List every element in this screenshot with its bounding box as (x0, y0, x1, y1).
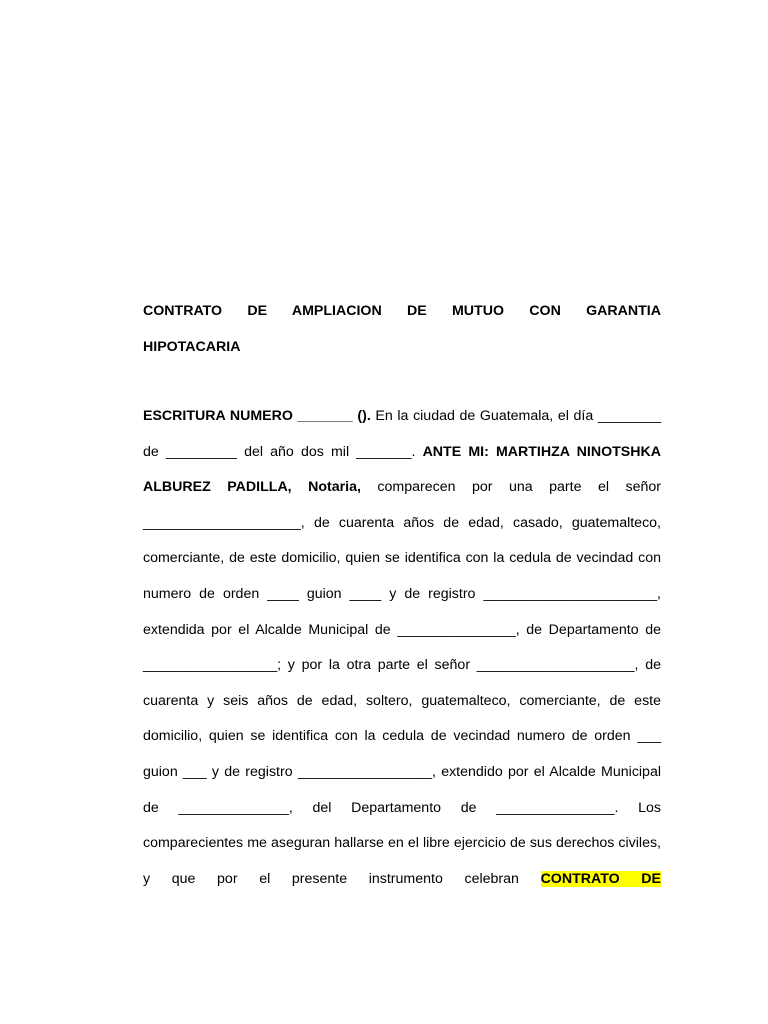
highlighted-contract-text: CONTRATO DE (540, 870, 661, 887)
document-title (143, 293, 661, 365)
document-paragraph (143, 399, 661, 897)
document-content (143, 293, 661, 897)
escritura-number: ESCRITURA NUMERO _______ (). (143, 408, 371, 424)
paragraph-text: comparecen por una parte el señor ____________________, de cuarenta años de edad, casado, guatemalteco, comerciante, de este domicilio, quien se identifica con la cedula de vecindad con numero de orden ____ guion ____ y de registro ______________________, extendida por el Alcalde Municipal de _______________, de Departamento de _________________; y por la otra parte el señor ____________________, de cuarenta y seis años de edad, soltero, guatemalteco, comerciante, de este domicilio, quien se identifica con la cedula de vecindad numero de orden ___ guion ___ y de registro _________________, extendido por el Alcalde Municipal de ______________, del Departamento de _______________. Los comparecientes me aseguran hallarse en el libre ejercicio de sus derechos civiles, y que por el presente instrumento celebran (143, 479, 661, 887)
intro-text: En la ciudad de Guatemala, el día ________ de _________ del año dos mil _______. (143, 408, 661, 460)
title-line-2: HIPOTACARIA (143, 339, 241, 355)
title-line-1: CONTRATO DE AMPLIACION DE MUTUO CON GARANTIA (143, 303, 661, 319)
notary-name: ANTE MI: MARTIHZA NINOTSHKA ALBUREZ PADILLA, Notaria, (143, 443, 661, 496)
